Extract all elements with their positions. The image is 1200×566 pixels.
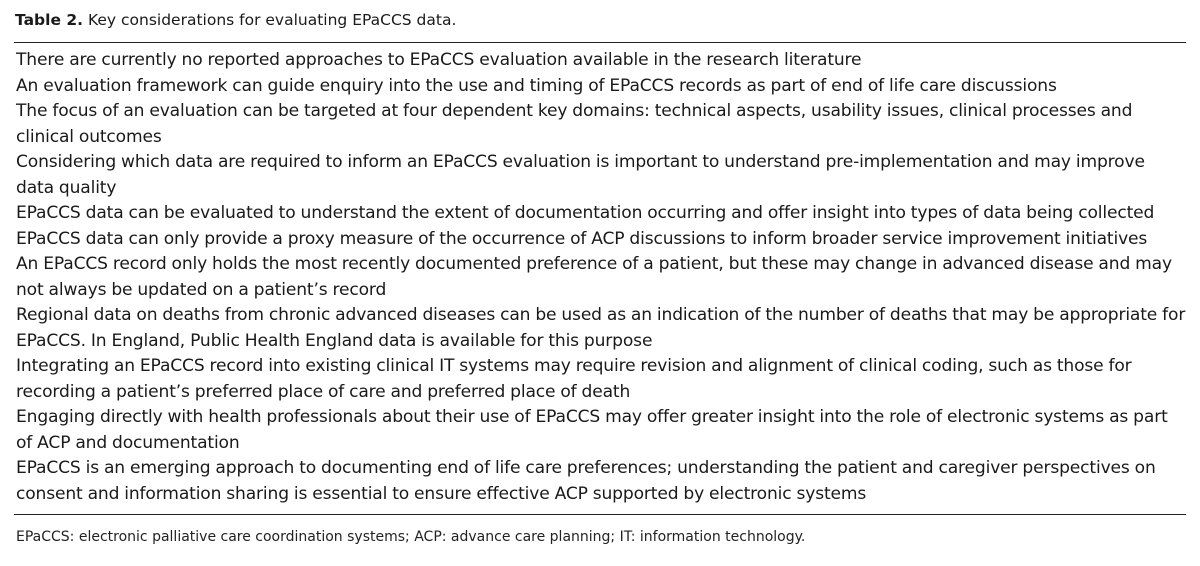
table-row: EPaCCS data can only provide a proxy measure of the occurrence of ACP discussions to inform broader service improvement initiatives xyxy=(16,228,1148,249)
table-caption-label: Table 2. xyxy=(15,11,84,29)
table-footnote: EPaCCS: electronic palliative care coordination systems; ACP: advance care planning; IT: information technology. xyxy=(16,529,806,545)
table-row: An EPaCCS record only holds the most recently documented preference of a patient, but these may change in advanced disease and may not always be updated on a patient’s record xyxy=(16,254,1172,300)
table-caption-title: Key considerations for evaluating EPaCCS data. xyxy=(87,11,457,29)
table-body xyxy=(14,43,1186,514)
table-row: EPaCCS data can be evaluated to understand the extent of documentation occurring and offer insight into types of data being collected xyxy=(16,203,1155,223)
table-row: An evaluation framework can guide enquiry into the use and timing of EPaCCS records as part of end of life care discussions xyxy=(16,75,1057,96)
table-row: Engaging directly with health professionals about their use of EPaCCS may offer greater insight into the role of electronic systems as part of ACP and documentation xyxy=(16,407,1168,453)
table-row: Regional data on deaths from chronic advanced diseases can be used as an indication of the number of deaths that may be appropriate for EPaCCS. In England, Public Health England data is available for this purpose xyxy=(16,305,1186,351)
bottom-rule xyxy=(14,514,1186,515)
table-container xyxy=(14,10,1186,547)
table-row: There are currently no reported approaches to EPaCCS evaluation available in the research literature xyxy=(16,50,862,70)
table-row: Integrating an EPaCCS record into existing clinical IT systems may require revision and alignment of clinical coding, such as those for recording a patient’s preferred place of care and preferred place of death xyxy=(16,356,1132,402)
table-row: Considering which data are required to inform an EPaCCS evaluation is important to understand pre-implementation and may improve data quality xyxy=(16,152,1145,198)
table-row: EPaCCS is an emerging approach to documenting end of life care preferences; understanding the patient and caregiver perspectives on consent and information sharing is essential to ensure effective ACP supported by electronic systems xyxy=(16,458,1156,504)
table-row: The focus of an evaluation can be targeted at four dependent key domains: technical aspects, usability issues, clinical processes and clinical outcomes xyxy=(16,101,1133,147)
table-caption xyxy=(15,10,1186,30)
